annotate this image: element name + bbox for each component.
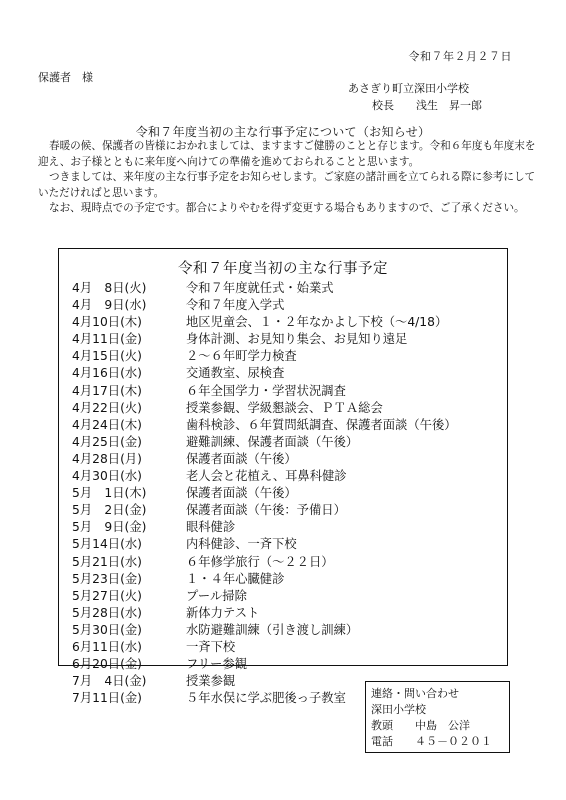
schedule-row bbox=[72, 280, 457, 297]
schedule-event: ２～６年町学力検査 bbox=[186, 349, 297, 364]
sender-block bbox=[348, 80, 482, 114]
schedule-row bbox=[72, 656, 457, 673]
schedule-row bbox=[72, 468, 457, 485]
schedule-row bbox=[72, 314, 457, 331]
contact-phone: 電話 ４５－０２０１ bbox=[371, 735, 492, 748]
schedule-event: 身体計測、お見知り集会、お見知り遠足 bbox=[186, 332, 408, 347]
schedule-event: 令和７年度入学式 bbox=[186, 298, 285, 313]
schedule-list bbox=[72, 280, 457, 707]
schedule-row bbox=[72, 622, 457, 639]
schedule-event: ５年水俣に学ぶ肥後っ子教室 bbox=[186, 691, 346, 706]
addressee: 保護者 様 bbox=[38, 71, 93, 84]
schedule-event: プール掃除 bbox=[186, 588, 247, 603]
schedule-row bbox=[72, 639, 457, 656]
schedule-row bbox=[72, 400, 457, 417]
schedule-event: 保護者面談（午後） bbox=[186, 451, 297, 466]
schedule-event: 一斉下校 bbox=[186, 639, 236, 654]
schedule-date: 5月 1日(木) bbox=[72, 486, 147, 501]
schedule-event: 授業参観、学級懇談会、ＰＴＡ総会 bbox=[186, 400, 383, 415]
document-title: 令和７年度当初の主な行事予定について（お知らせ） bbox=[135, 125, 431, 139]
body-text bbox=[38, 139, 538, 217]
schedule-event: 避難訓練、保護者面談（午後） bbox=[186, 434, 359, 449]
schedule-event: 授業参観 bbox=[186, 674, 236, 689]
schedule-date: 7月 4日(金) bbox=[72, 674, 147, 689]
sender-principal: 校長 浅生 昇一郎 bbox=[372, 99, 482, 112]
schedule-event: 保護者面談（午後：予備日） bbox=[186, 503, 346, 518]
schedule-date: 5月 2日(金) bbox=[72, 503, 147, 518]
schedule-date: 5月28日(水) bbox=[72, 605, 142, 620]
schedule-date: 4月15日(火) bbox=[72, 349, 142, 364]
schedule-date: 4月28日(月) bbox=[72, 451, 142, 466]
schedule-date: 5月27日(火) bbox=[72, 588, 142, 603]
schedule-date: 4月17日(木) bbox=[72, 383, 142, 398]
schedule-date: 4月24日(木) bbox=[72, 417, 142, 432]
schedule-event: 老人会と花植え、耳鼻科健診 bbox=[186, 469, 347, 484]
schedule-date: 4月 9日(水) bbox=[72, 298, 147, 313]
contact-box bbox=[365, 681, 510, 753]
schedule-row bbox=[72, 485, 457, 502]
schedule-event: １・４年心臓健診 bbox=[186, 571, 285, 586]
schedule-event: 保護者面談（午後） bbox=[186, 486, 297, 501]
schedule-date: 4月16日(水) bbox=[72, 366, 142, 381]
schedule-row bbox=[72, 605, 457, 622]
schedule-row bbox=[72, 571, 457, 588]
schedule-date: 5月23日(金) bbox=[72, 571, 142, 586]
schedule-event: 新体力テスト bbox=[186, 605, 260, 620]
schedule-event: 内科健診、一斉下校 bbox=[186, 537, 297, 552]
schedule-date: 6月20日(金) bbox=[72, 657, 142, 672]
schedule-event: 水防避難訓練（引き渡し訓練） bbox=[186, 622, 359, 637]
schedule-event: 交通教室、尿検査 bbox=[186, 366, 285, 381]
schedule-event: 歯科検診、６年質問紙調査、保護者面談（午後） bbox=[186, 417, 457, 432]
schedule-date: 5月30日(金) bbox=[72, 622, 142, 637]
schedule-date: 7月11日(金) bbox=[72, 691, 142, 706]
schedule-date: 5月21日(水) bbox=[72, 554, 142, 569]
schedule-row bbox=[72, 434, 457, 451]
schedule-row bbox=[72, 297, 457, 314]
schedule-date: 4月22日(火) bbox=[72, 400, 142, 415]
schedule-row bbox=[72, 451, 457, 468]
schedule-event: 令和７年度就任式・始業式 bbox=[186, 281, 334, 295]
schedule-date: 4月30日(水) bbox=[72, 469, 142, 484]
schedule-row bbox=[72, 554, 457, 571]
schedule-date: 4月11日(金) bbox=[72, 332, 142, 347]
schedule-date: 5月 9日(金) bbox=[72, 520, 147, 535]
paragraph-note: なお、現時点での予定です。都合によりやむを得ず変更する場合もありますので、ご了承ください。 bbox=[49, 202, 525, 214]
schedule-row bbox=[72, 365, 457, 382]
schedule-date: 5月14日(水) bbox=[72, 537, 142, 552]
document-date: 令和７年２月２７日 bbox=[408, 50, 512, 63]
schedule-row bbox=[72, 417, 457, 434]
schedule-event: フリー参観 bbox=[186, 657, 247, 672]
schedule-date: 4月10日(木) bbox=[72, 315, 142, 330]
schedule-row bbox=[72, 331, 457, 348]
paragraph-purpose: つきましては、来年度の主な行事予定をお知らせします。ご家庭の諸計画を立てられる際に参考にしていただければと思います。 bbox=[38, 171, 536, 199]
paragraph-greeting: 春暖の候、保護者の皆様におかれましては、ますますご健勝のことと存じます。令和６年度も年度末を迎え、お子様とともに来年度へ向けての準備を進めておられることと思います。 bbox=[38, 140, 536, 168]
contact-heading: 連絡・問い合わせ bbox=[371, 687, 459, 700]
schedule-row bbox=[72, 383, 457, 400]
schedule-date: 6月11日(水) bbox=[72, 639, 142, 654]
schedule-row bbox=[72, 502, 457, 519]
schedule-date: 4月25日(金) bbox=[72, 434, 142, 449]
schedule-row bbox=[72, 588, 457, 605]
schedule-event: 地区児童会、１・２年なかよし下校（～4/18） bbox=[186, 315, 448, 330]
sender-school: あさぎり町立深田小学校 bbox=[348, 82, 469, 95]
schedule-row bbox=[72, 348, 457, 365]
contact-person: 教頭 中島 公洋 bbox=[371, 719, 470, 732]
schedule-event: ６年修学旅行（～２２日） bbox=[186, 554, 334, 569]
schedule-title: 令和７年度当初の主な行事予定 bbox=[178, 261, 388, 277]
contact-school: 深田小学校 bbox=[371, 703, 426, 716]
schedule-date: 4月 8日(火) bbox=[72, 281, 147, 295]
schedule-event: 眼科健診 bbox=[186, 520, 236, 535]
schedule-event: ６年全国学力・学習状況調査 bbox=[186, 383, 346, 398]
schedule-row bbox=[72, 519, 457, 536]
schedule-row bbox=[72, 536, 457, 553]
